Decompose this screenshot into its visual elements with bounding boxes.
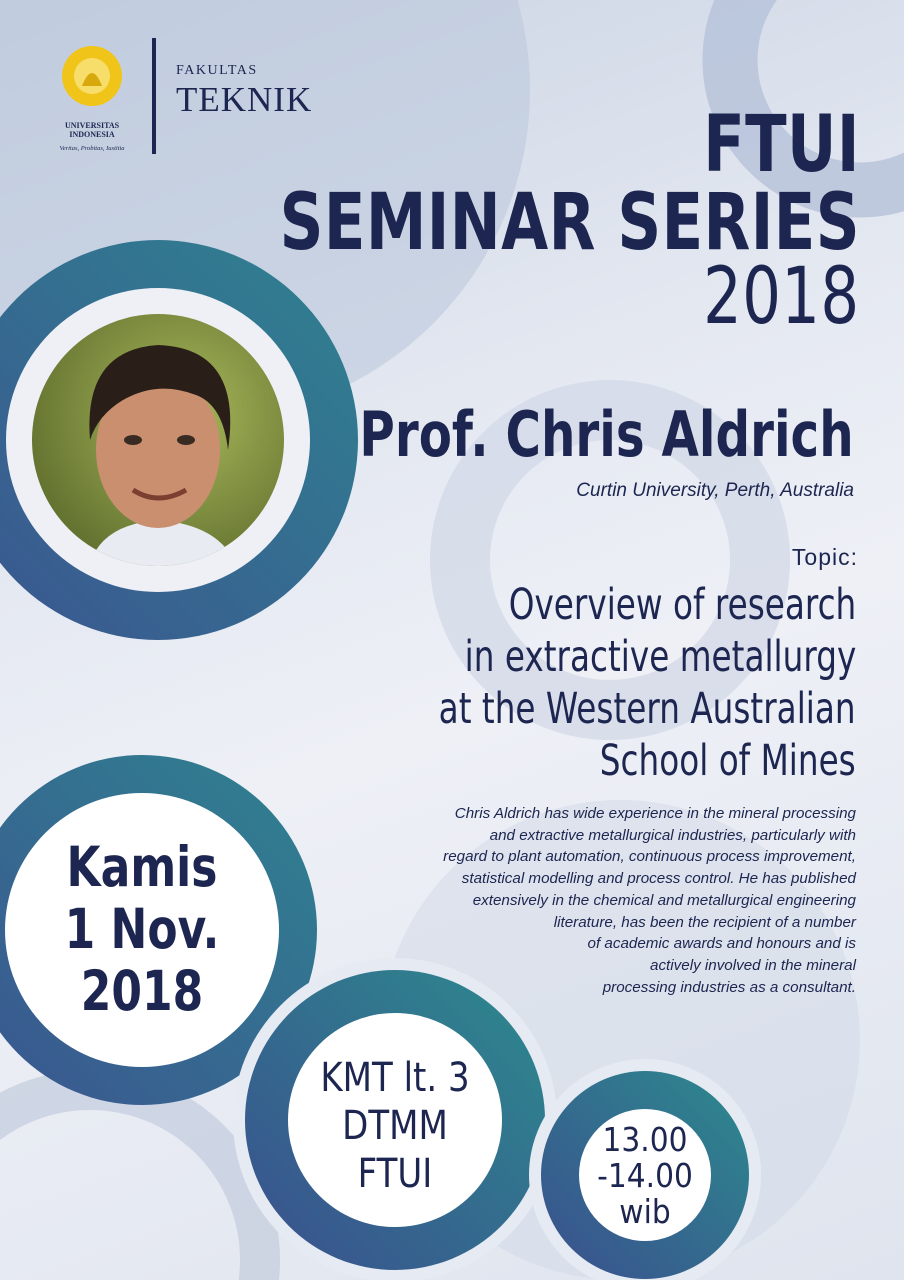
time-zone: wib [619,1192,671,1231]
event-date [32,836,252,1022]
ui-logo [48,40,136,155]
topic-line-1: Overview of research [508,580,856,630]
speaker-affiliation: Curtin University, Perth, Australia [576,480,854,501]
bio-line: literature, has been the recipient of a number [553,913,856,931]
topic-line-3: at the Western Australian [439,684,856,734]
time-start: 13.00 [602,1120,688,1159]
speaker-name: Prof. Chris Aldrich [359,398,854,471]
bio-line: Chris Aldrich has wide experience in the mineral processing [454,805,856,822]
logo-divider [152,38,156,154]
event-location [295,1054,495,1198]
bio-line: and extractive metallurgical industries, particularly with [489,826,856,844]
topic-line-2: in extractive metallurgy [464,632,856,682]
date-month: 1 Nov. [64,897,220,961]
topic-line-4: School of Mines [600,736,856,786]
title-line-3: 2018 [703,252,860,342]
bio-line: extensively in the chemical and metallurgical engineering [472,891,856,909]
date-year: 2018 [80,959,204,1023]
faculty-name: TEKNIK [176,80,313,119]
bio-line: of academic awards and honours and is [587,935,856,953]
event-time [585,1122,705,1230]
topic-label: Topic: [791,544,858,570]
makara-emblem-icon [48,40,136,112]
university-motto: Veritas, Probitas, Iustitia [59,145,125,152]
speaker-bio [316,803,856,998]
speaker-photo [28,310,288,570]
title-line-2: SEMINAR SERIES [279,178,860,268]
location-line-2: DTMM [342,1103,448,1149]
bio-line: actively involved in the mineral [650,956,856,974]
university-name: UNIVERSITAS INDONESIA [64,121,120,139]
location-line-1: KMT lt. 3 [320,1055,470,1101]
time-end: -14.00 [597,1156,693,1195]
faculty-small-label: FAKULTAS [176,63,258,78]
bio-line: statistical modelling and process control. He has published [461,870,856,888]
bio-line: processing industries as a consultant. [602,978,856,996]
bio-line: regard to plant automation, continuous process improvement, [443,848,856,866]
date-day: Kamis [66,835,218,899]
title-line-1: FTUI [703,100,860,190]
location-line-3: FTUI [357,1151,433,1197]
